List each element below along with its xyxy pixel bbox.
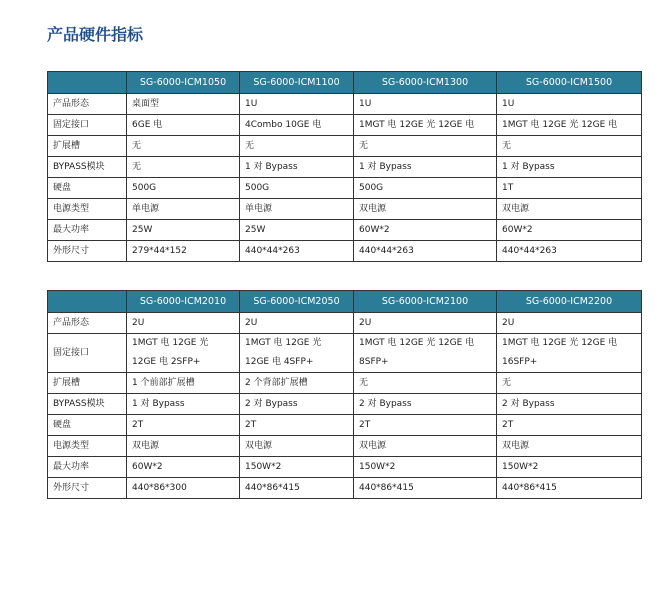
table-cell: 25W: [127, 220, 240, 241]
table-row: [48, 313, 642, 334]
model-header: SG-6000-ICM1500: [497, 72, 642, 94]
table-cell: 500G: [240, 178, 354, 199]
row-label: 硬盘: [48, 178, 127, 199]
table-cell: 2U: [240, 313, 354, 334]
row-label: 固定接口: [48, 115, 127, 136]
table-cell: 2 个背部扩展槽: [240, 373, 354, 394]
table-cell: 无: [127, 157, 240, 178]
table-cell: 1MGT 电 12GE 光 12GE 电: [497, 115, 642, 136]
table-row: [48, 394, 642, 415]
row-label: BYPASS模块: [48, 157, 127, 178]
table-cell: 4Combo 10GE 电: [240, 115, 354, 136]
table-cell: 双电源: [497, 199, 642, 220]
table-cell: 1MGT 电 12GE 光 12GE 电 4SFP+: [240, 334, 354, 373]
model-header: SG-6000-ICM2050: [240, 291, 354, 313]
table-row: [48, 178, 642, 199]
table-cell: 500G: [127, 178, 240, 199]
table-cell: 2T: [354, 415, 497, 436]
table-cell: 双电源: [240, 436, 354, 457]
header-blank-cell: [48, 291, 127, 313]
table-cell: 1MGT 电 12GE 光 12GE 电: [354, 115, 497, 136]
table-cell: 25W: [240, 220, 354, 241]
row-label: 外形尺寸: [48, 241, 127, 262]
table-cell: 2U: [127, 313, 240, 334]
row-label: 扩展槽: [48, 373, 127, 394]
row-label: 电源类型: [48, 199, 127, 220]
table-cell: 440*86*300: [127, 478, 240, 499]
table-row: [48, 241, 642, 262]
table-cell: 无: [497, 136, 642, 157]
header-row: [48, 72, 642, 94]
model-header: SG-6000-ICM1300: [354, 72, 497, 94]
row-label: 扩展槽: [48, 136, 127, 157]
model-header: SG-6000-ICM1100: [240, 72, 354, 94]
table-row: [48, 136, 642, 157]
spec-table-2: [47, 290, 642, 499]
table-row: [48, 157, 642, 178]
table-row: [48, 373, 642, 394]
table-row: [48, 478, 642, 499]
table-row: [48, 115, 642, 136]
table-cell: 1U: [497, 94, 642, 115]
table-cell: 2T: [240, 415, 354, 436]
row-label: BYPASS模块: [48, 394, 127, 415]
header-row: [48, 291, 642, 313]
model-header: SG-6000-ICM2010: [127, 291, 240, 313]
row-label: 电源类型: [48, 436, 127, 457]
table-cell: 150W*2: [497, 457, 642, 478]
table-cell: 1 对 Bypass: [127, 394, 240, 415]
table-cell: 500G: [354, 178, 497, 199]
table-cell: 双电源: [354, 436, 497, 457]
table-cell: 单电源: [127, 199, 240, 220]
header-blank-cell: [48, 72, 127, 94]
table-row: [48, 415, 642, 436]
table-row: [48, 436, 642, 457]
table-cell: 1U: [354, 94, 497, 115]
table-cell: 1 个前部扩展槽: [127, 373, 240, 394]
table-row: [48, 199, 642, 220]
table-cell: 无: [354, 136, 497, 157]
table-cell: 150W*2: [240, 457, 354, 478]
table-cell: 1MGT 电 12GE 光 12GE 电 8SFP+: [354, 334, 497, 373]
table-cell: 440*44*263: [497, 241, 642, 262]
row-label: 硬盘: [48, 415, 127, 436]
row-label: 最大功率: [48, 457, 127, 478]
table-cell: 双电源: [354, 199, 497, 220]
table-cell: 440*86*415: [354, 478, 497, 499]
table-cell: 1MGT 电 12GE 光 12GE 电 2SFP+: [127, 334, 240, 373]
table-cell: 440*86*415: [497, 478, 642, 499]
table-cell: 1 对 Bypass: [497, 157, 642, 178]
table-cell: 150W*2: [354, 457, 497, 478]
row-label: 固定接口: [48, 334, 127, 373]
table-cell: 60W*2: [354, 220, 497, 241]
table-cell: 2 对 Bypass: [354, 394, 497, 415]
table-cell: 1 对 Bypass: [240, 157, 354, 178]
table-cell: 无: [127, 136, 240, 157]
table-cell: 1 对 Bypass: [354, 157, 497, 178]
table-cell: 440*44*263: [240, 241, 354, 262]
table-cell: 440*44*263: [354, 241, 497, 262]
spec-table-1: [47, 71, 642, 262]
row-label: 外形尺寸: [48, 478, 127, 499]
model-header: SG-6000-ICM1050: [127, 72, 240, 94]
table-cell: 60W*2: [127, 457, 240, 478]
table-row: [48, 334, 642, 373]
row-label: 产品形态: [48, 313, 127, 334]
table-row: [48, 220, 642, 241]
table-cell: 1MGT 电 12GE 光 12GE 电 16SFP+: [497, 334, 642, 373]
table-cell: 无: [240, 136, 354, 157]
table-cell: 6GE 电: [127, 115, 240, 136]
table-cell: 无: [354, 373, 497, 394]
table-cell: 无: [497, 373, 642, 394]
table-cell: 2 对 Bypass: [497, 394, 642, 415]
row-label: 最大功率: [48, 220, 127, 241]
row-label: 产品形态: [48, 94, 127, 115]
table-cell: 桌面型: [127, 94, 240, 115]
table-cell: 双电源: [497, 436, 642, 457]
table-cell: 440*86*415: [240, 478, 354, 499]
table-cell: 双电源: [127, 436, 240, 457]
page-title: 产品硬件指标: [47, 25, 144, 44]
table-cell: 2T: [497, 415, 642, 436]
table-cell: 1U: [240, 94, 354, 115]
table-cell: 单电源: [240, 199, 354, 220]
table-cell: 1T: [497, 178, 642, 199]
table-cell: 2T: [127, 415, 240, 436]
table-cell: 2 对 Bypass: [240, 394, 354, 415]
model-header: SG-6000-ICM2200: [497, 291, 642, 313]
table-cell: 2U: [354, 313, 497, 334]
table-cell: 279*44*152: [127, 241, 240, 262]
table-cell: 60W*2: [497, 220, 642, 241]
table-row: [48, 457, 642, 478]
table-cell: 2U: [497, 313, 642, 334]
model-header: SG-6000-ICM2100: [354, 291, 497, 313]
table-row: [48, 94, 642, 115]
